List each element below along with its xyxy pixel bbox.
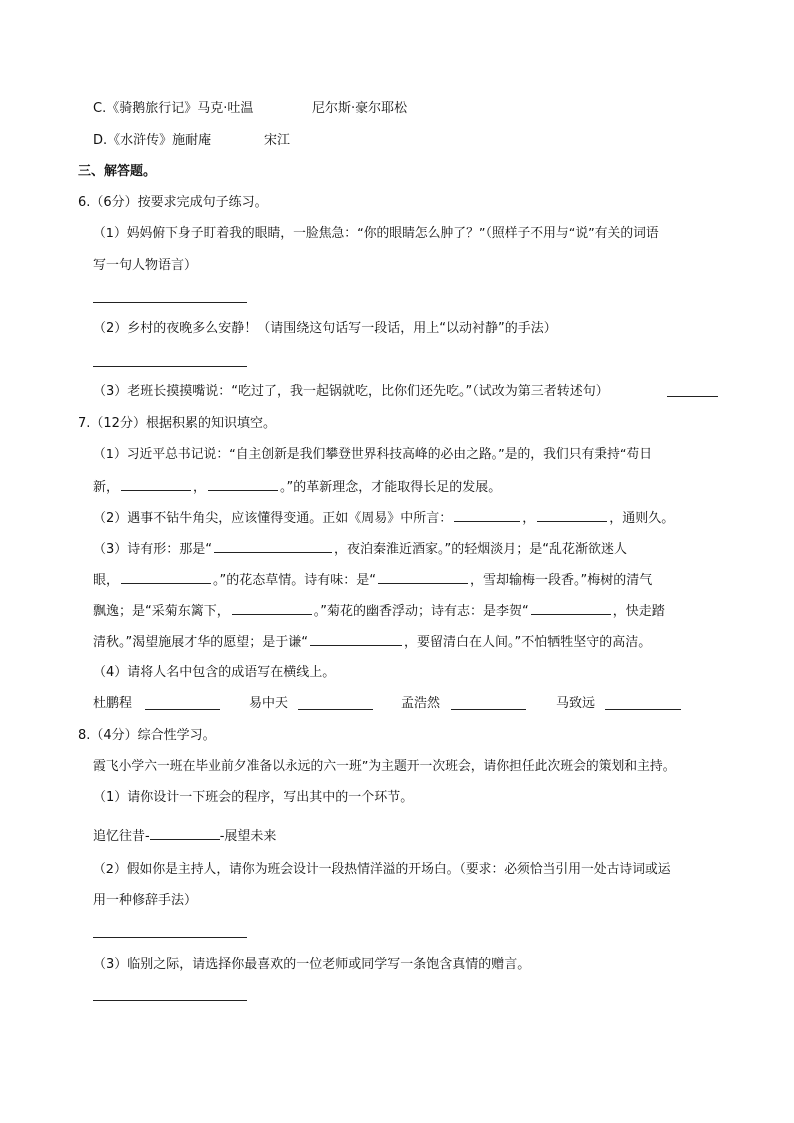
q7-name-4	[556, 695, 595, 713]
q7-name-4-blank[interactable]	[605, 709, 681, 710]
q7-part2-pre: （2）遇事不钻牛角尖，应该懂得变通。正如《周易》中所言：	[93, 511, 453, 526]
q7-name-3	[401, 695, 440, 713]
q7-part3d-pre: 清秋。”渴望施展才华的愿望；是于谦“	[93, 635, 308, 650]
q7-blank-4[interactable]	[537, 508, 607, 522]
q7-blank-8[interactable]	[232, 601, 312, 615]
q7-part1-line2	[93, 477, 501, 495]
q7-part3-line3	[93, 601, 665, 619]
q7-part4: （4）请将人名中包含的成语写在横线上。	[93, 665, 336, 680]
option-c-answer: 尼尔斯·豪尔耶松	[312, 101, 408, 116]
q7-blank-3[interactable]	[454, 508, 520, 522]
q7-part1-pre: 新，	[93, 480, 120, 495]
q7-blank-1[interactable]	[121, 477, 191, 491]
q8-flow-blank[interactable]	[150, 826, 220, 840]
option-d-label: D.《水浒传》施耐庵	[93, 133, 212, 148]
q6-part1-line2: 写一句人物语言）	[93, 258, 198, 273]
q7-part3c-post: ，快走踏	[612, 604, 665, 619]
name-1-label: 杜鹏程	[93, 696, 133, 711]
q7-part1-line1: （1）习近平总书记说：“自主创新是我们攀登世界科技高峰的必由之路。”是的，我们只有秉持“苟日	[93, 447, 653, 462]
q7-part3-line2	[93, 570, 652, 588]
q7-part3c-pre: 飘逸；是“采菊东篱下，	[93, 604, 230, 619]
section-heading: 三、解答题。	[78, 164, 157, 179]
q8-part1: （1）请你设计一下班会的程序，写出其中的一个环节。	[93, 790, 414, 805]
q7-part3a-pre: （3）诗有形：那是“	[93, 542, 213, 557]
q7-blank-9[interactable]	[531, 601, 611, 615]
q8-flow	[93, 826, 276, 844]
q7-part3c-mid: 。”菊花的幽香浮动；诗有志：是李贺“	[313, 604, 529, 619]
q7-name-3-blank[interactable]	[451, 709, 526, 710]
q7-name-1	[93, 695, 132, 713]
q6-part3-answer-line[interactable]	[667, 396, 718, 397]
q8-intro: 霞飞小学六一班在毕业前夕准备以永远的六一班”为主题开一次班会，请你担任此次班会的策划和主持。	[93, 759, 676, 774]
q8-part2-answer-line[interactable]	[93, 937, 247, 938]
q7-blank-10[interactable]	[310, 632, 402, 646]
q8-part3-answer-line[interactable]	[93, 1000, 247, 1001]
q6-part3: （3）老班长摸摸嘴说：“吃过了，我一起锅就吃，比你们还先吃。”（试改为第三者转述句）	[93, 384, 609, 399]
q7-stem: 7.（12分）根据积累的知识填空。	[78, 416, 276, 431]
q7-part2-mid: ，	[522, 511, 536, 526]
q8-stem: 8.（4分）综合性学习。	[78, 728, 216, 743]
q7-part3b-mid: 。”的花态草情。诗有味：是“	[213, 573, 376, 588]
q8-part2-line1: （2）假如你是主持人，请你为班会设计一段热情洋溢的开场白。（要求：必须恰当引用一处古诗词或运	[93, 862, 671, 877]
q7-part1-mid: ，	[193, 480, 207, 495]
q7-part1-post: 。”的革新理念，才能取得长足的发展。	[280, 480, 502, 495]
q7-blank-5[interactable]	[214, 539, 332, 553]
q7-blank-2[interactable]	[208, 477, 278, 491]
q7-part3b-post: ，雪却输梅一段香。”梅树的清气	[470, 573, 653, 588]
q7-blank-6[interactable]	[121, 570, 211, 584]
option-c-label: C.《骑鹅旅行记》马克·吐温	[93, 101, 254, 116]
q6-part1-answer-line[interactable]	[93, 302, 247, 303]
q6-part2-answer-line[interactable]	[93, 366, 247, 367]
q7-name-2-blank[interactable]	[298, 709, 373, 710]
q7-part3a-mid: ，夜泊秦淮近酒家。”的轻烟淡月；是“乱花渐欲迷人	[334, 542, 627, 557]
name-4-label: 马致远	[556, 696, 596, 711]
q7-name-1-blank[interactable]	[145, 709, 220, 710]
q7-part2	[93, 508, 674, 526]
option-c	[93, 100, 253, 118]
q7-part3-line4	[93, 632, 651, 650]
q7-part3b-pre: 眼，	[93, 573, 120, 588]
q7-name-2	[249, 695, 288, 713]
q7-part2-post: ，通则久。	[609, 511, 675, 526]
q8-part3: （3）临别之际，请选择你最喜欢的一位老师或同学写一条饱含真情的赠言。	[93, 957, 531, 972]
q6-part1-line1: （1）妈妈俯下身子盯着我的眼睛，一脸焦急：“你的眼睛怎么肿了？”（照样子不用与“说”有关的词语	[93, 226, 659, 241]
q8-part2-line2: 用一种修辞手法）	[93, 893, 198, 908]
q7-part3-line1	[93, 539, 627, 557]
name-3-label: 孟浩然	[401, 696, 441, 711]
q8-flow-post: -展望未来	[219, 829, 277, 844]
q7-blank-7[interactable]	[378, 570, 468, 584]
q8-flow-pre: 追忆往昔-	[93, 829, 150, 844]
q6-stem: 6.（6分）按要求完成句子练习。	[78, 195, 268, 210]
name-2-label: 易中天	[249, 696, 289, 711]
q6-part2: （2）乡村的夜晚多么安静！（请围绕这句话写一段话，用上“以动衬静”的手法）	[93, 321, 557, 336]
option-d-answer: 宋江	[264, 133, 291, 148]
q7-part3d-post: ，要留清白在人间。”不怕牺牲坚守的高洁。	[403, 635, 652, 650]
